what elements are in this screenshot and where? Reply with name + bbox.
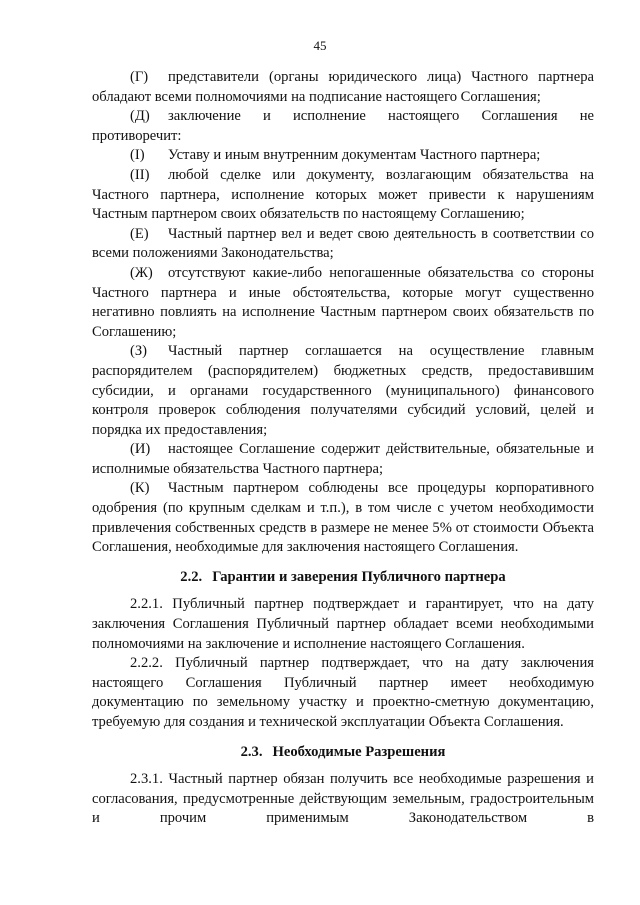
item-label: (I) (130, 147, 145, 164)
item-label: (II) (130, 166, 150, 183)
clause-number: 2.2.2. (130, 655, 163, 672)
clause (92, 595, 594, 654)
section-heading-2-2 (92, 568, 594, 588)
item-label: (Ж) (130, 264, 153, 281)
item-text: отсутствуют какие-либо непогашенные обязательства со стороны Частного партнера и иные обстоятельства, которые могут существенно негативно повлиять на исполнение Частным партнером своих обязательств по Соглашению; (92, 264, 594, 340)
list-item (92, 479, 594, 557)
item-text: любой сделке или документу, возлагающим обязательства на Частного партнера, исполнение которых может привести к нарушениям Частным партнером своих обязательств по настоящему Соглашению; (92, 166, 594, 223)
list-item (92, 107, 594, 146)
list-item (92, 146, 594, 166)
clause-text: Публичный партнер подтверждает и гарантирует, что на дату заключения Соглашения Публичный партнер обладает всеми необходимыми полномочиями на заключение и исполнение настоящего Соглашения. (92, 596, 595, 652)
item-label: (З) (130, 343, 148, 360)
section-title: Необходимые Разрешения (272, 743, 446, 760)
list-item (92, 68, 594, 107)
clause-number: 2.2.1. (130, 596, 163, 613)
item-label: (Е) (130, 225, 149, 242)
list-item (92, 166, 594, 225)
item-text: Уставу и иным внутренним документам Частного партнера; (168, 147, 541, 164)
item-text: Частный партнер соглашается на осуществление главным распорядителем (распорядителем) бюджетных средств, предоставившим субсидии, и органами государственного (муниципального) финансового контроля проверок соблюдения получателями субсидий условий, целей и порядка их предоставления; (92, 343, 594, 438)
item-label: (К) (130, 480, 150, 497)
list-item (92, 440, 594, 479)
list-item (92, 225, 594, 264)
list-item (92, 264, 594, 342)
item-label: (И) (130, 441, 151, 458)
list-item (92, 342, 594, 440)
clause-text: Публичный партнер подтверждает, что на дату заключения настоящего Соглашения Публичный партнер имеет необходимую документацию по земельному участку и проектно-сметную документацию, требуемую для создания и технической эксплуатации Объекта Соглашения. (92, 655, 594, 730)
clause-number: 2.3.1. (130, 771, 163, 788)
item-text: Частным партнером соблюдены все процедуры корпоративного одобрения (по крупным сделкам и т.п.), в том числе с учетом необходимости привлечения собственных средств в размере не менее 5% от стоимости Объекта Соглашения, необходимые для заключения настоящего Соглашения. (92, 480, 594, 556)
item-label: (Д) (130, 108, 150, 125)
item-text: представители (органы юридического лица) Частного партнера обладают всеми полномочиями на подписание настоящего Соглашения; (92, 69, 594, 105)
item-label: (Г) (130, 69, 149, 85)
section-number: 2.3. (240, 743, 263, 760)
page-number: 45 (313, 38, 327, 53)
document-body (92, 68, 594, 829)
clause (92, 770, 594, 829)
item-text: настоящее Соглашение содержит действительные, обязательные и исполнимые обязательства Частного партнера; (92, 441, 594, 477)
item-text: Частный партнер вел и ведет свою деятельность в соответствии со всеми положениями Законодательства; (92, 225, 594, 262)
section-title: Гарантии и заверения Публичного партнера (212, 568, 506, 585)
section-heading-2-3 (92, 743, 594, 763)
clause-text: Частный партнер обязан получить все необходимые разрешения и согласования, предусмотренные действующим земельным, градостроительным и прочим применимым Законодательством в (92, 771, 594, 827)
section-number: 2.2. (180, 568, 203, 585)
item-text: заключение и исполнение настоящего Соглашения не противоречит: (92, 108, 594, 144)
clause (92, 654, 594, 732)
